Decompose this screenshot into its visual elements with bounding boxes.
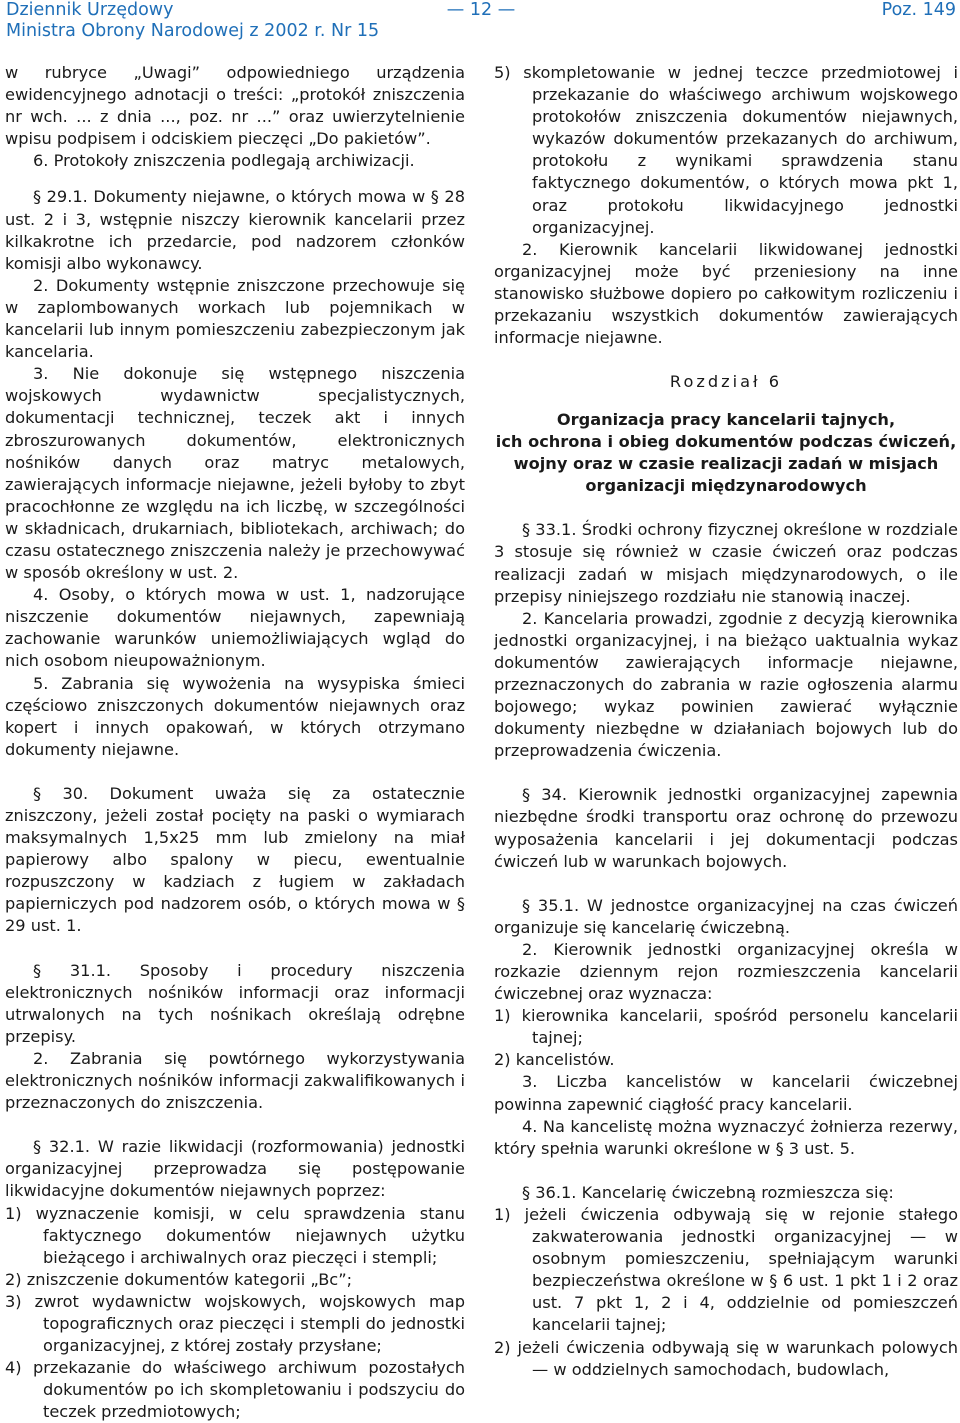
section-35-1: § 35.1. W jednostce organizacyjnej na czas ćwiczeń organizuje się kancelarię ćwiczebną.: [494, 895, 958, 939]
chapter-title-line: Organizacja pracy kancelarii tajnych,: [494, 409, 958, 431]
chapter-heading: Rozdział 6: [494, 371, 958, 393]
section-35-3: 3. Liczba kancelistów w kancelarii ćwiczebnej powinna zapewnić ciągłość pracy kancelarii.: [494, 1071, 958, 1115]
section-32-1: § 32.1. W razie likwidacji (rozformowania) jednostki organizacyjnej przeprowadza się postępowanie likwidacyjne dokumentów niejawnych poprzez:: [5, 1136, 465, 1202]
chapter-title-line: ich ochrona i obieg dokumentów podczas ćwiczeń,: [494, 431, 958, 453]
list-item: 3) zwrot wydawnictw wojskowych, wojskowych map topograficznych oraz pieczęci i stempli do jednostki organizacyjnej, z której zostały przysłane;: [5, 1291, 465, 1357]
section-29-4: 4. Osoby, o których mowa w ust. 1, nadzorujące niszczenie dokumentów niejawnych, zapewniają zachowanie warunków uniemożliwiających wgląd do nich osobom nieupoważnionym.: [5, 584, 465, 672]
list-item: 2) zniszczenie dokumentów kategorii „Bc”;: [5, 1269, 465, 1291]
section-29-1: § 29.1. Dokumenty niejawne, o których mowa w § 28 ust. 2 i 3, wstępnie niszczy kierownik kancelarii przez kilkakrotne ich przedarcie, pod nadzorem członków komisji albo wykonawcy.: [5, 186, 465, 274]
section-32-2: 2. Kierownik kancelarii likwidowanej jednostki organizacyjnej może być przeniesiony na inne stanowisko służbowe dopiero po całkowitym rozliczeniu i przekazaniu wszystkich dokumentów zawierających informacje niejawne.: [494, 239, 958, 349]
section-34: § 34. Kierownik jednostki organizacyjnej zapewnia niezbędne środki transportu oraz ochronę do przewozu wyposażenia kancelarii i jej dokumentacji podczas ćwiczeń lub w warunkach bojowych.: [494, 784, 958, 872]
section-36-list: [494, 1204, 958, 1381]
list-item: 2) jeżeli ćwiczenia odbywają się w warunkach polowych — w oddzielnych samochodach, budowlach,: [494, 1337, 958, 1381]
section-35-list: [494, 1005, 958, 1071]
ministry-subtitle: Ministra Obrony Narodowej z 2002 r. Nr 15: [6, 21, 379, 42]
chapter-title: [494, 409, 958, 497]
chapter-title-line: organizacji międzynarodowych: [494, 475, 958, 497]
section-35-4: 4. Na kancelistę można wyznaczyć żołnierza rezerwy, który spełnia warunki określone w § 3 ust. 5.: [494, 1116, 958, 1160]
page-header: [6, 0, 956, 44]
section-35-2: 2. Kierownik jednostki organizacyjnej określa w rozkazie dziennym rejon rozmieszczenia kancelarii ćwiczebnej oraz wyznacza:: [494, 939, 958, 1005]
paragraph-6: 6. Protokoły zniszczenia podlegają archiwizacji.: [5, 150, 465, 172]
section-29-3: 3. Nie dokonuje się wstępnego niszczenia wojskowych wydawnictw specjalistycznych, dokumentacji technicznej, teczek akt i innych zbroszurowanych dokumentów, elektronicznych nośników danych oraz matryc metalowych, zawierających informacje niejawne, jeżeli byłoby to zbyt pracochłonne ze względu na ich liczbę, w szczególności w składnicach, drukarniach, bibliotekach, archiwach; do czasu ostatecznego zniszczenia należy je przechowywać w sposób określony w ust. 2.: [5, 363, 465, 584]
list-item: 1) jeżeli ćwiczenia odbywają się w rejonie stałego zakwaterowania jednostki organizacyjnej — w osobnym pomieszczeniu, spełniającym warunki bezpieczeństwa określone w § 6 ust. 1 pkt 1 i 2 oraz ust. 7 pkt 1, 2 i 4, oddzielnie od pomieszczeń kancelarii tajnej;: [494, 1204, 958, 1337]
list-item: 2) kancelistów.: [494, 1049, 958, 1071]
list-item: 4) przekazanie do właściwego archiwum pozostałych dokumentów po ich skompletowaniu i podszyciu do teczek przedmiotowych;: [5, 1357, 465, 1423]
section-36-1: § 36.1. Kancelarię ćwiczebną rozmieszcza się:: [494, 1182, 958, 1204]
right-column: [494, 62, 958, 1381]
position-number: Poz. 149: [882, 0, 956, 21]
section-31-1: § 31.1. Sposoby i procedury niszczenia elektronicznych nośników informacji oraz informacji utrwalonych na tych nośnikach określają odrębne przepisy.: [5, 960, 465, 1048]
chapter-title-line: wojny oraz w czasie realizacji zadań w misjach: [494, 453, 958, 475]
left-column: [5, 62, 465, 1423]
section-30: § 30. Dokument uważa się za ostatecznie zniszczony, jeżeli został pocięty na paski o wymiarach maksymalnych 1,5x25 mm lub zmielony na miał papierowy albo spalony w piecu, ewentualnie rozpuszczony w kadziach z ługiem w zakładach papierniczych pod nadzorem osób, o których mowa w § 29 ust. 1.: [5, 783, 465, 938]
section-29-5: 5. Zabrania się wywożenia na wysypiska śmieci częściowo zniszczonych dokumentów niejawnych oraz kopert i innych opakowań, w których otrzymano dokumenty niejawne.: [5, 673, 465, 761]
list-item: 5) skompletowanie w jednej teczce przedmiotowej i przekazanie do właściwego archiwum wojskowego protokołów zniszczenia dokumentów niejawnych, wykazów dokumentów przekazanych do archiwum, protokołu z wynikami sprawdzenia stanu faktycznego dokumentów, o których mowa pkt 1, oraz protokołu likwidacyjnego jednostki organizacyjnej.: [494, 62, 958, 239]
section-33-2: 2. Kancelaria prowadzi, zgodnie z decyzją kierownika jednostki organizacyjnej, i na bieżąco uaktualnia wykaz dokumentów zawierających informacje niejawne, przeznaczonych do zabrania w razie ogłoszenia alarmu bojowego; wykaz powinien zawierać wyłącznie dokumenty niezbędne w działaniach bojowych lub do przeprowadzenia ćwiczenia.: [494, 608, 958, 763]
page-number: — 12 —: [6, 0, 956, 21]
intro-paragraph: w rubryce „Uwagi” odpowiedniego urządzenia ewidencyjnego adnotacji o treści: „protokół zniszczenia nr wch. ... z dnia ..., poz. nr ...” oraz uwierzytelnienie wpisu podpisem i odciskiem pieczęci „Do pakietów”.: [5, 62, 465, 150]
journal-title: Dziennik Urzędowy: [6, 0, 173, 21]
section-31-2: 2. Zabrania się powtórnego wykorzystywania elektronicznych nośników informacji zakwalifikowanych i przeznaczonych do zniszczenia.: [5, 1048, 465, 1114]
section-29-2: 2. Dokumenty wstępnie zniszczone przechowuje się w zaplombowanych workach lub pojemnikach w kancelarii lub innym pomieszczeniu zabezpieczonym jak kancelaria.: [5, 275, 465, 363]
section-32-list: [5, 1203, 465, 1423]
section-33-1: § 33.1. Środki ochrony fizycznej określone w rozdziale 3 stosuje się również w czasie ćwiczeń oraz podczas realizacji zadań w misjach międzynarodowych, o ile przepisy niniejszego rozdziału nie stanowią inaczej.: [494, 519, 958, 607]
list-item: 1) wyznaczenie komisji, w celu sprawdzenia stanu faktycznego dokumentów niejawnych użytku bieżącego i archiwalnych oraz pieczęci i stempli;: [5, 1203, 465, 1269]
list-item: 1) kierownika kancelarii, spośród personelu kancelarii tajnej;: [494, 1005, 958, 1049]
